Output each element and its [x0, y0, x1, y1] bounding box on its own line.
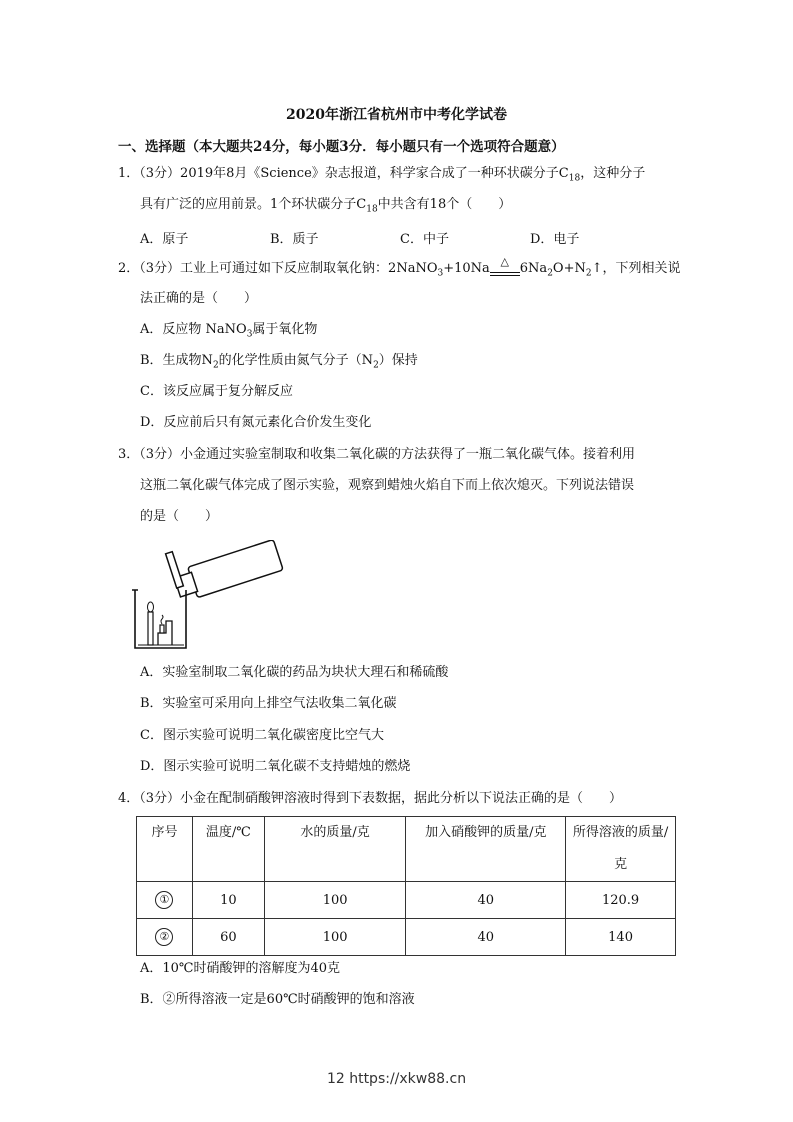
q2-line2: 法正确的是（ ） [140, 291, 258, 306]
q2-option-b[interactable]: B．生成物$N_2$的化学性质由氮气分子$(N_2)$保持 [140, 353, 418, 371]
table-row [137, 882, 676, 919]
q3-line3: 的是（ ） [140, 509, 219, 524]
table-cell: 120.9 [566, 882, 676, 919]
gas-bottle-icon [172, 540, 283, 603]
header-index: 序号 [137, 817, 193, 882]
section-heading: 一、选择题（本大题共24分，每小题3分．每小题只有一个选项符合题意） [118, 139, 565, 155]
row-index: ② [155, 928, 173, 946]
q3-line1: 3．（3分）小金通过实验室制取和收集二氧化碳的方法获得了一瓶二氧化碳气体。接着利用 [118, 447, 636, 462]
q1-option-d[interactable]: D．电子 [530, 232, 580, 247]
header-kno3-added: 加入硝酸钾的质量/克 [406, 817, 566, 882]
q1-option-b[interactable]: B．质子 [270, 232, 319, 247]
header-temperature: 温度/℃ [192, 817, 264, 882]
q3-option-c[interactable]: C．图示实验可说明二氧化碳密度比空气大 [140, 728, 384, 743]
q3-line2: 这瓶二氧化碳气体完成了图示实验，观察到蜡烛火焰自下而上依次熄灭。下列说法错误 [140, 478, 635, 493]
q1-option-a[interactable]: A．原子 [140, 232, 189, 247]
table-header-row [137, 817, 676, 882]
q2-option-c[interactable]: C．该反应属于复分解反应 [140, 384, 293, 399]
q4-option-b[interactable]: B．②所得溶液一定是60℃时硝酸钾的饱和溶液 [140, 992, 415, 1007]
table-cell: 60 [192, 919, 264, 956]
header-solution-mass: 所得溶液的质量/ 克 [566, 817, 676, 882]
q1-option-c[interactable]: C．中子 [400, 232, 449, 247]
row-index: ① [155, 891, 173, 909]
table-cell: 100 [264, 919, 406, 956]
header-water-mass: 水的质量/克 [264, 817, 406, 882]
short-candle-icon [160, 625, 164, 633]
heat-condition-sign: △ [490, 260, 520, 278]
q4-line1: 4．（3分）小金在配制硝酸钾溶液时得到下表数据，据此分析以下说法正确的是（ ） [118, 791, 623, 806]
tall-candle-icon [148, 612, 153, 645]
flame-icon [148, 602, 154, 612]
table-cell: 10 [192, 882, 264, 919]
q2-line1: 2．（3分）工业上可通过如下反应制取氧化钠：2NaNO$_3$+10Na △ $6Na_2O+N_2↑$，下列相关说 [118, 255, 681, 279]
beaker-icon [135, 590, 186, 648]
table-row [137, 919, 676, 956]
q2-option-a[interactable]: A．反应物 NaNO$_3$属于氧化物 [140, 322, 318, 340]
page-footer: 12 https://xkw88.cn [326, 1071, 467, 1087]
table-cell: 100 [264, 882, 406, 919]
q1-line1: 1．（3分）2019年8月《Science》杂志报道，科学家合成了一种环状碳分子$C_{18}$，这种分子 [118, 166, 646, 184]
table-cell: 40 [406, 882, 566, 919]
solubility-data-table [136, 816, 676, 956]
page-title: 2020年浙江省杭州市中考化学试卷 [286, 107, 507, 123]
q3-option-a[interactable]: A．实验室制取二氧化碳的药品为块状大理石和稀硫酸 [140, 665, 449, 680]
q1-options [140, 228, 660, 247]
table-cell: 40 [406, 919, 566, 956]
smoke-icon [161, 615, 163, 624]
glass-plate-icon [166, 552, 184, 588]
q3-option-b[interactable]: B．实验室可采用向上排空气法收集二氧化碳 [140, 696, 397, 711]
q4-option-a[interactable]: A．10℃时硝酸钾的溶解度为40克 [140, 961, 341, 976]
co2-candle-experiment-figure [128, 540, 288, 655]
table-cell: 140 [566, 919, 676, 956]
q1-line2: 具有广泛的应用前景。1个环状碳分子$C_{18}$中共含有18个（ ） [140, 197, 512, 215]
q3-option-d[interactable]: D．图示实验可说明二氧化碳不支持蜡烛的燃烧 [140, 759, 411, 774]
q2-option-d[interactable]: D．反应前后只有氮元素化合价发生变化 [140, 415, 372, 430]
